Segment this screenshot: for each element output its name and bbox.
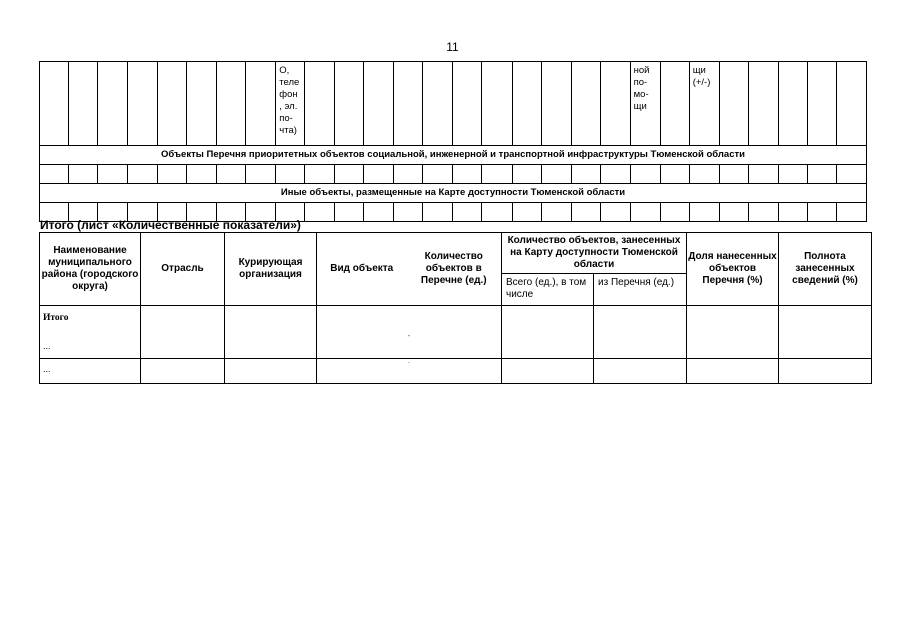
summary-heading: Итого (лист «Количественные показатели») (40, 218, 301, 232)
dot-mark: - (407, 331, 411, 340)
table-row (40, 359, 872, 384)
summary-header-row (40, 233, 872, 274)
section-row-other (40, 184, 867, 203)
header-municipality: Наименование муниципального района (городского округа) (40, 233, 141, 306)
itogo-label: Итого (43, 313, 69, 323)
dot-mark: . (407, 356, 411, 365)
header-industry: Отрасль (141, 233, 225, 306)
objects-table (39, 61, 867, 222)
section-title-other: Иные объекты, размещенные на Карте доступности Тюменской области (40, 184, 867, 203)
header-count-on-map: Количество объектов, занесенных на Карту доступности Тюменской области (502, 233, 687, 274)
header-cell: щи (+/-) (689, 62, 719, 146)
dots-cell: ... (40, 359, 141, 384)
header-row (40, 62, 867, 146)
itogo-dots: ... (43, 341, 51, 351)
summary-table (39, 232, 872, 384)
header-share: Доля нанесенных объектов Перечня (%) (687, 233, 779, 306)
header-count-in-list: Количество объектов в Перечне (ед.) (420, 251, 487, 286)
subheader-total: Всего (ед.), в том числе (502, 273, 594, 305)
header-cell: ной по- мо- щи (630, 62, 660, 146)
header-curator: Курирующая организация (225, 233, 317, 306)
itogo-cell (40, 306, 141, 359)
header-object-type: Вид объекта (330, 263, 394, 274)
header-cell: О, теле фон , эл. по- чта) (276, 62, 305, 146)
subheader-from-list: из Перечня (ед.) (594, 273, 687, 305)
section-title-priority: Объекты Перечня приоритетных объектов социальной, инженерной и транспортной инфраструктуры Тюменской области (40, 146, 867, 165)
table-row (40, 306, 872, 359)
blank-row (40, 165, 867, 184)
header-type-count-wrap (317, 233, 502, 306)
section-row-priority (40, 146, 867, 165)
header-completeness: Полнота занесенных сведений (%) (779, 233, 872, 306)
page-number: 11 (446, 40, 459, 54)
